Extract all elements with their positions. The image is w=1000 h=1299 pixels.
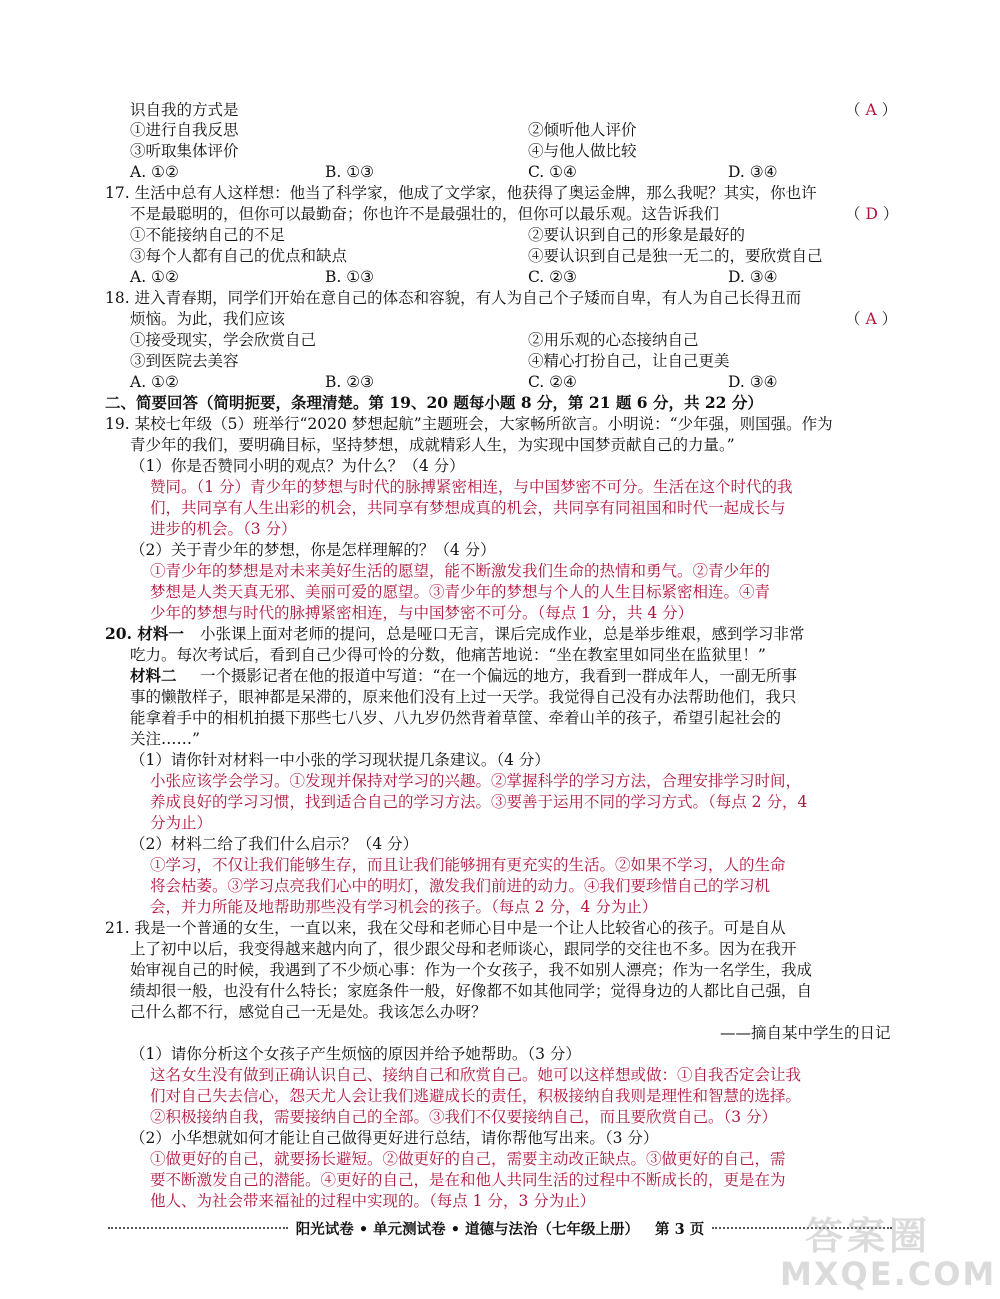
- q21-sub-2: （2）小华想就如何才能让自己做得更好进行总结，请你帮他写出来。（3 分）: [130, 1129, 659, 1147]
- page-number: 第 3 页: [655, 1220, 705, 1238]
- q21-source: ——摘自某中学生的日记: [720, 1024, 891, 1042]
- q19-sub-2: （2）关于青少年的梦想，你是怎样理解的？（4 分）: [130, 541, 496, 559]
- q21-line-5: 己什么都不行，感觉自己一无是处。我该怎么办呀？: [130, 1003, 487, 1021]
- q17-answer-bracket: （ D ）: [845, 205, 899, 223]
- q20-material-1-line-1: 小张课上面对老师的提问，总是哑口无言，课后完成作业，总是举步维艰，感到学习非常: [200, 625, 805, 643]
- q16-option-1: ①进行自我反思: [130, 121, 239, 139]
- q18-option-1: ①接受现实，学会欣赏自己: [130, 331, 317, 349]
- q19-answer-1-line-3: 进步的机会。（3 分）: [150, 520, 297, 538]
- q21-answer-2-line-3: 他人、为社会带来福祉的过程中实现的。（每点 1 分，3 分为止）: [150, 1192, 596, 1210]
- q17-choice-a: A. ①②: [130, 268, 179, 286]
- q19-line-2: 青少年的我们，要明确目标，坚持梦想，成就精彩人生，为实现中国梦贡献自己的力量。”: [130, 436, 735, 454]
- q18-line-2: 烦恼。为此，我们应该: [130, 310, 286, 328]
- q17-line-2: 不是最聪明的，但你可以最勤奋；你也许不是最强壮的，但你可以最乐观。这告诉我们: [130, 205, 720, 223]
- q17-option-3: ③每个人都有自己的优点和缺点: [130, 247, 348, 265]
- q18-choice-b: B. ②③: [325, 373, 375, 391]
- q20-material-2-line-1: 一个摄影记者在他的报道中写道：“在一个偏远的地方，我看到一群成年人，一副无所事: [200, 667, 797, 685]
- footer-dots-left: [108, 1227, 288, 1229]
- q21-line-4: 绩却很一般，也没有什么特长；家庭条件一般，好像都不如其他同学；觉得身边的人都比自己强，自: [130, 982, 813, 1000]
- q20-material-1-line-2: 吃力。每次考试后，看到自己少得可怜的分数，他痛苦地说：“坐在教室里如同坐在监狱里！”: [130, 646, 766, 664]
- watermark-logo: 答案圈 MXQE.COM: [780, 1214, 997, 1293]
- q21-line-3: 始审视自己的时候，我遇到了不少烦心事：作为一个女孩子，我不如别人漂亮；作为一名学生，我成: [130, 961, 813, 979]
- q17-line-1: 17. 生活中总有人这样想：他当了科学家，他成了文学家，他获得了奥运金牌，那么我呢？其实，你也许: [105, 184, 817, 202]
- q21-answer-1-line-2: 们对自己失去信心，怨天尤人会让我们逃避成长的责任，积极接纳自我则是理性和智慧的选择。: [150, 1087, 802, 1105]
- q21-answer-1-line-1: 这名女生没有做到正确认识自己、接纳自己和欣赏自己。她可以这样想或做：①自我否定会让我: [150, 1066, 802, 1084]
- q17-answer: D: [865, 205, 878, 223]
- footer-title: 阳光试卷 • 单元测试卷 • 道德与法治（七年级上册）: [295, 1220, 640, 1238]
- q21-sub-1: （1）请你分析这个女孩子产生烦恼的原因并给予她帮助。（3 分）: [130, 1045, 581, 1063]
- q19-answer-1-line-2: 们，共同享有人生出彩的机会，共同享有梦想成真的机会，共同享有同祖国和时代一起成长与: [150, 499, 786, 517]
- q20-answer-2-line-1: ①学习，不仅让我们能够生存，而且让我们能够拥有更充实的生活。②如果不学习，人的生命: [150, 856, 786, 874]
- q16-answer-bracket: （ A ）: [845, 101, 898, 119]
- q20-material-2-line-4: 关注……”: [130, 730, 200, 748]
- q19-answer-2-line-2: 梦想是人类天真无邪、美丽可爱的愿望。③青少年的梦想与个人的人生目标紧密相连。④青: [150, 583, 771, 601]
- q18-choice-a: A. ①②: [130, 373, 179, 391]
- section-heading: 二、简要回答（简明扼要，条理清楚。第 19、20 题每小题 8 分，第 21 题 6 分，共 22 分）: [105, 393, 763, 412]
- q16-option-2: ②倾听他人评价: [528, 121, 637, 139]
- q16-choice-b: B. ①③: [325, 163, 375, 181]
- q20-sub-2: （2）材料二给了我们什么启示？（4 分）: [130, 835, 419, 853]
- q20-answer-2-line-2: 将会枯萎。③学习点亮我们心中的明灯，激发我们前进的动力。④我们要珍惜自己的学习机: [150, 877, 771, 895]
- q18-option-2: ②用乐观的心态接纳自己: [528, 331, 699, 349]
- q16-choice-a: A. ①②: [130, 163, 179, 181]
- q19-sub-1: （1）你是否赞同小明的观点？为什么？（4 分）: [130, 457, 465, 475]
- q16-choice-d: D. ③④: [728, 163, 778, 181]
- q17-choice-c: C. ②③: [528, 268, 577, 286]
- q16-stem: 识自我的方式是: [130, 101, 239, 119]
- q19-answer-2-line-1: ①青少年的梦想是对未来美好生活的愿望，能不断激发我们生命的热情和勇气。②青少年的: [150, 562, 771, 580]
- q20-answer-1-line-2: 养成良好的学习习惯，找到适合自己的学习方法。③要善于运用不同的学习方式。（每点 2 分，4: [150, 793, 808, 811]
- q16-option-3: ③听取集体评价: [130, 142, 239, 160]
- q18-choice-c: C. ②④: [528, 373, 577, 391]
- q17-option-1: ①不能接纳自己的不足: [130, 226, 286, 244]
- q16-option-4: ④与他人做比较: [528, 142, 637, 160]
- q20-material-2-line-3: 能拿着手中的相机拍摄下那些七八岁、八九岁仍然背着草筐、牵着山羊的孩子，希望引起社会的: [130, 709, 782, 727]
- q20-answer-1-line-3: 分为止）: [150, 814, 213, 832]
- q19-line-1: 19. 某校七年级（5）班举行“2020 梦想起航”主题班会，大家畅所欲言。小明说：“少年强，则国强。作为: [105, 415, 833, 433]
- q20-material-1-label: 20. 材料一: [105, 624, 184, 643]
- q16-answer: A: [865, 101, 877, 119]
- q20-answer-1-line-1: 小张应该学会学习。①发现并保持对学习的兴趣。②掌握科学的学习方法，合理安排学习时间，: [150, 772, 802, 790]
- q17-option-4: ④要认识到自己是独一无二的，要欣赏自己: [528, 247, 823, 265]
- q20-sub-1: （1）请你针对材料一中小张的学习现状提几条建议。（4 分）: [130, 751, 550, 769]
- q21-answer-1-line-3: ②积极接纳自我，需要接纳自己的全部。③我们不仅要接纳自己，而且要欣赏自己。（3 分）: [150, 1108, 778, 1126]
- q19-answer-2-line-3: 少年的梦想与时代的脉搏紧密相连，与中国梦密不可分。（每点 1 分，共 4 分）: [150, 604, 694, 622]
- q21-line-1: 21. 我是一个普通的女生，一直以来，我在父母和老师心目中是一个让人比较省心的孩子。可是自从: [105, 919, 786, 937]
- q21-answer-2-line-2: 要不断激发自己的潜能。④更好的自己，是在和他人共同生活的过程中不断成长的，更是在为: [150, 1171, 786, 1189]
- q18-option-4: ④精心打扮自己，让自己更美: [528, 352, 730, 370]
- q17-choice-b: B. ①③: [325, 268, 375, 286]
- q18-option-3: ③到医院去美容: [130, 352, 239, 370]
- q18-line-1: 18. 进入青春期，同学们开始在意自己的体态和容貌，有人为自己个子矮而自卑，有人为自己长得丑而: [105, 289, 802, 307]
- q19-answer-1-line-1: 赞同。（1 分）青少年的梦想与时代的脉搏紧密相连，与中国梦密不可分。生活在这个时代的我: [150, 478, 793, 496]
- q21-answer-2-line-1: ①做更好的自己，就要扬长避短。②做更好的自己，需要主动改正缺点。③做更好的自己，需: [150, 1150, 786, 1168]
- q17-choice-d: D. ③④: [728, 268, 778, 286]
- q21-line-2: 上了初中以后，我变得越来越内向了，很少跟父母和老师谈心，跟同学的交往也不多。因为在我开: [130, 940, 797, 958]
- q16-choice-c: C. ①④: [528, 163, 577, 181]
- q20-answer-2-line-3: 会，并力所能及地帮助那些没有学习机会的孩子。（每点 2 分，4 分为止）: [150, 898, 658, 916]
- q18-answer-bracket: （ A ）: [845, 310, 898, 328]
- q20-material-2-line-2: 事的懒散样子，眼神都是呆滞的，原来他们没有上过一天学。我觉得自己没有办法帮助他们，我只: [130, 688, 797, 706]
- q18-answer: A: [865, 310, 877, 328]
- q20-material-2-label: 材料二: [130, 666, 177, 685]
- q17-option-2: ②要认识到自己的形象是最好的: [528, 226, 746, 244]
- q18-choice-d: D. ③④: [728, 373, 778, 391]
